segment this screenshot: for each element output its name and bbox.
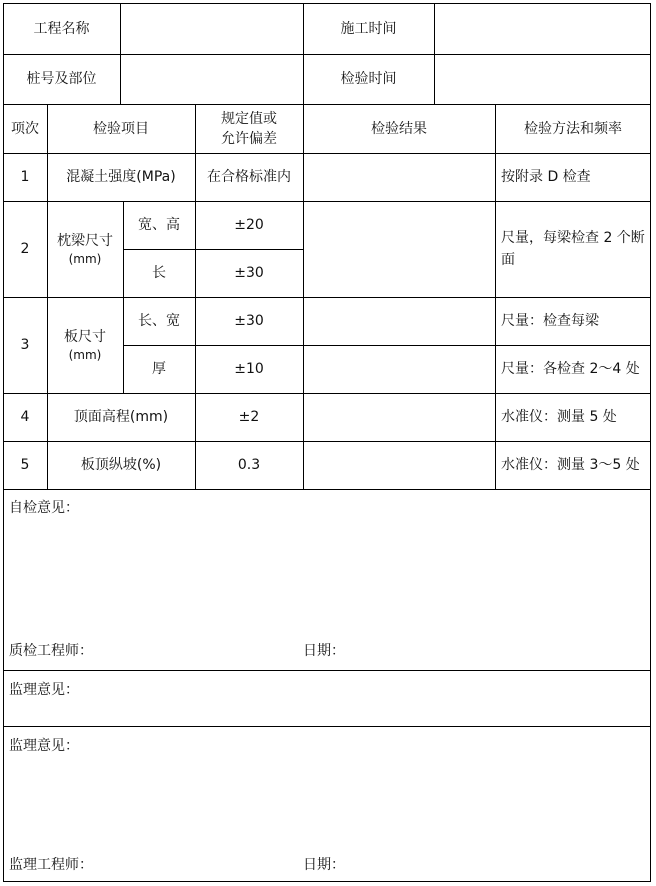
row-1-result-field[interactable] <box>304 154 494 200</box>
row-4-spec: ±2 <box>238 409 260 425</box>
row-2a-spec: ±20 <box>234 217 264 233</box>
row-5-no: 5 <box>20 457 30 473</box>
inspection-form <box>3 3 651 882</box>
row-3a-spec: ±30 <box>234 313 264 329</box>
supervising-engineer-label: 监理工程师： <box>9 857 93 873</box>
row-2b-spec: ±30 <box>234 265 264 281</box>
row-5-method: 水准仪：测量 3～5 处 <box>501 457 640 473</box>
station-part-label: 桩号及部位 <box>26 71 97 87</box>
supervision-opinion-2-label: 监理意见： <box>9 738 79 754</box>
row-2-item-unit: (mm) <box>68 252 102 266</box>
row-4-result-field[interactable] <box>304 394 494 440</box>
self-check-date-label: 日期： <box>303 643 345 659</box>
project-name-field[interactable] <box>121 4 302 53</box>
inspection-time-field[interactable] <box>435 55 649 103</box>
column-header-item-no: 项次 <box>11 120 39 137</box>
row-2-result-field[interactable] <box>304 202 494 296</box>
rule <box>3 670 651 671</box>
column-header-item: 检验项目 <box>93 120 149 137</box>
station-part-field[interactable] <box>121 55 302 103</box>
row-3-item <box>47 297 123 393</box>
row-3-item-unit: (mm) <box>68 348 102 362</box>
construction-time-label: 施工时间 <box>340 20 397 37</box>
quality-engineer-label: 质检工程师： <box>9 643 93 659</box>
row-2-item <box>47 201 123 297</box>
row-1-no: 1 <box>20 169 30 185</box>
row-2a-subitem: 宽、高 <box>138 217 180 233</box>
row-3b-method: 尺量：各检查 2～4 处 <box>501 361 640 377</box>
rule <box>3 881 651 882</box>
supervision-date-label: 日期： <box>303 857 345 873</box>
row-4-method: 水准仪：测量 5 处 <box>501 409 617 425</box>
row-2-item-name: 枕梁尺寸 <box>57 233 113 249</box>
row-3b-result-field[interactable] <box>304 346 494 392</box>
supervision-opinion-1-field[interactable] <box>4 700 650 724</box>
supervision-opinion-2-field[interactable] <box>4 757 650 847</box>
rule <box>3 726 651 727</box>
row-3-item-name: 板尺寸 <box>64 329 106 345</box>
row-1-spec: 在合格标准内 <box>207 169 291 185</box>
column-header-method: 检验方法和频率 <box>524 120 622 137</box>
construction-time-field[interactable] <box>435 4 649 53</box>
self-check-field[interactable] <box>4 519 650 639</box>
project-name-label: 工程名称 <box>33 20 90 37</box>
row-3b-spec: ±10 <box>234 361 264 377</box>
row-3a-result-field[interactable] <box>304 298 494 344</box>
inspection-time-label: 检验时间 <box>340 71 397 87</box>
row-1-method: 按附录 D 检查 <box>501 169 591 185</box>
self-check-label: 自检意见： <box>9 500 79 516</box>
row-4-no: 4 <box>20 409 30 425</box>
rule <box>3 489 651 490</box>
row-4-item: 顶面高程(mm) <box>73 409 169 425</box>
supervision-opinion-1-label: 监理意见： <box>9 682 79 698</box>
row-3a-subitem: 长、宽 <box>138 313 180 329</box>
column-header-spec: 规定值或 允许偏差 <box>221 110 277 147</box>
row-5-item: 板顶纵坡(%) <box>80 457 162 473</box>
row-3b-subitem: 厚 <box>152 361 166 377</box>
row-5-spec: 0.3 <box>237 457 261 473</box>
row-1-item: 混凝土强度(MPa) <box>66 169 176 185</box>
row-2b-subitem: 长 <box>152 265 166 281</box>
row-2-no: 2 <box>20 241 30 257</box>
row-3a-method: 尺量：检查每梁 <box>501 313 599 329</box>
row-3-no: 3 <box>20 337 30 353</box>
row-2-method: 尺量，每梁检查 2 个断 面 <box>501 230 645 268</box>
row-5-result-field[interactable] <box>304 442 494 488</box>
column-header-result: 检验结果 <box>371 120 427 137</box>
